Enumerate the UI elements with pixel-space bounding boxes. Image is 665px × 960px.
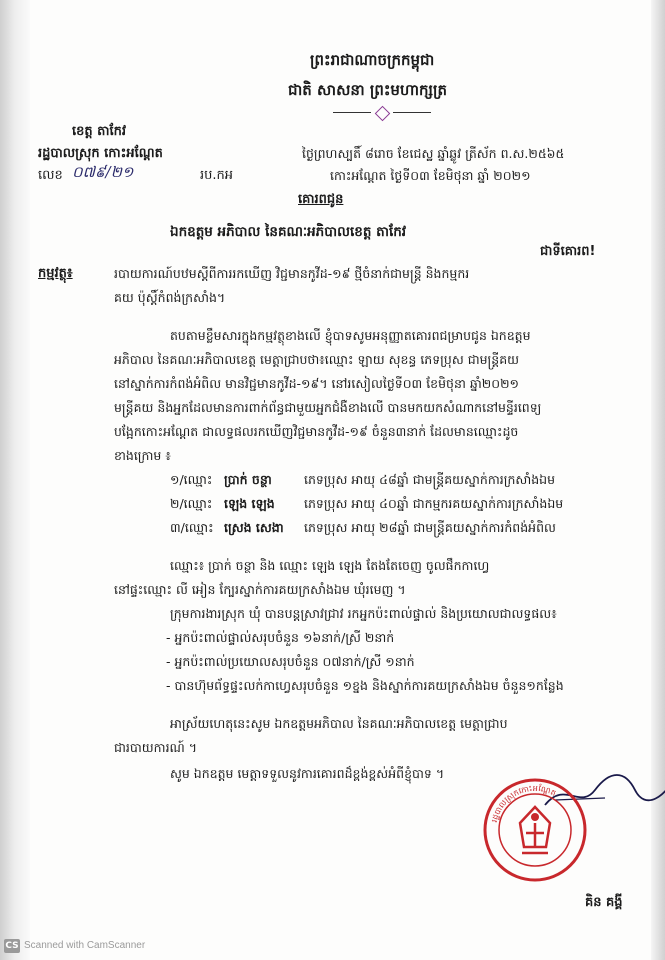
paragraph-1-line-2: អភិបាល នៃគណៈអភិបាលខេត្ត មេត្តាជ្រាបថា៖ឈ្មោះ ឡាយ សុខន្ធ ភេទប្រុស ជាមន្ត្រីគយ	[114, 352, 520, 367]
paragraph-1-line-4: មន្ត្រីគយ និងអ្នកដែលមានការពាក់ព័ន្ធជាមួយអ្នកជំងឺខាងលើ បានមកយកសំណាកនៅមន្ទីរពេទ្យ	[114, 400, 542, 415]
reference-number-handwritten: ០៧៩/២១	[72, 163, 134, 181]
list-item-number: ១/ឈ្មោះ	[170, 472, 213, 487]
ornament-divider-icon	[333, 108, 433, 118]
list-item-detail: ភេទប្រុស អាយុ ៤៨ឆ្នាំ ជាមន្ត្រីគយស្នាក់ការក្រសាំងឯម	[304, 472, 556, 487]
svg-text:រដ្ឋបាលស្រុកកោះអណ្តែត	[490, 783, 558, 823]
signer-name: គិន គង្គី	[585, 895, 623, 910]
camscanner-logo-icon: CS	[5, 941, 19, 951]
paragraph-3: ក្រុមការងារស្រុក ឃុំ បានបន្តស្រាវជ្រាវ រកអ្នកប៉ះពាល់ផ្ទាល់ និងប្រយោលជាលទ្ធផល៖	[170, 606, 557, 621]
paragraph-2-line-1: ឈ្មោះ៖ ប្រាក់ ចន្ថា និង ឈ្មោះ ឡេង ឡេង តែងតែចេញ ចូលផឹកកាហ្វេ	[170, 558, 490, 573]
reference-suffix: រប.កអ	[200, 168, 234, 183]
national-motto: ជាតិ សាសនា ព្រះមហាក្សត្រ	[288, 81, 447, 99]
list-item-number: ៣/ឈ្មោះ	[170, 520, 214, 535]
list-item-detail: ភេទប្រុស អាយុ ៤០ឆ្នាំ ជាកម្មករគយស្នាក់ការក្រសាំងឯម	[304, 496, 564, 511]
paragraph-4-line-1: អាស្រ័យហេតុនេះសូម ឯកឧត្តមអភិបាល នៃគណៈអភិបាលខេត្ត មេត្តាជ្រាប	[170, 716, 508, 731]
paragraph-1-line-1: តបតាមខ្លឹមសារក្នុងកម្មវត្ថុខាងលើ ខ្ញុំបាទសូមអនុញ្ញាតគោរពជម្រាបជូន ឯកឧត្តម	[170, 328, 531, 343]
result-item-1: - អ្នកប៉ះពាល់ផ្ទាល់សរុបចំនួន ១៦នាក់/ស្រី ២នាក់	[166, 630, 395, 645]
subject-line-2: គយ ប៉ុស្តិ៍កំពង់ក្រសាំង។	[114, 290, 226, 305]
solar-date: កោះអណ្តែត ថ្ងៃទី០៣ ខែមិថុនា ឆ្នាំ ២០២១	[330, 168, 531, 183]
respect-heading: គោរពជូន	[298, 192, 344, 207]
list-item-detail: ភេទប្រុស អាយុ ២៨ឆ្នាំ ជាមន្ត្រីគយស្នាក់ការកំពង់អំពិល	[304, 520, 556, 535]
recipient-title: ឯកឧត្តម អភិបាល នៃគណៈអភិបាលខេត្ត តាកែវ	[170, 224, 407, 240]
list-item-number: ២/ឈ្មោះ	[170, 496, 213, 511]
subject-label: កម្មវត្ថុ៖	[38, 266, 73, 281]
subject-line-1: របាយការណ៍បឋមស្តីពីការរកឃើញ វិជ្ជមានកូវីដ-១៩ ថ្មីចំនាក់ជាមន្ត្រី និងកម្មករ	[114, 266, 470, 281]
closing-line: សូម ឯកឧត្តម មេត្តាទទួលនូវការគោរពដ៏ខ្ពង់ខ្ពស់អំពីខ្ញុំបាទ ។	[170, 766, 445, 781]
document-page	[30, 0, 651, 960]
kingdom-title: ព្រះរាជាណាចក្រកម្ពុជា	[310, 51, 435, 69]
stamp-text: រដ្ឋបាលស្រុកកោះអណ្តែត	[489, 783, 558, 824]
sender-district: រដ្ឋបាលស្រុក កោះអណ្តែត	[38, 146, 163, 161]
scanner-watermark: Scanned with CamScanner	[24, 940, 146, 951]
lunar-date: ថ្ងៃព្រហស្បតិ៍ ៨រោច ខែជេស្ឋ ឆ្នាំឆ្លូវ ត្រីស័ក ព.ស.២៥៦៥	[302, 146, 565, 161]
list-item-name: ឡេង ឡេង	[224, 496, 275, 511]
sender-province: ខេត្ត តាកែវ	[72, 124, 127, 139]
official-stamp-icon	[480, 775, 590, 885]
result-item-2: - អ្នកប៉ះពាល់ប្រយោលសរុបចំនួន ០៧នាក់/ស្រី ១នាក់	[166, 654, 415, 669]
paragraph-4-line-2: ជារបាយការណ៍ ។	[114, 740, 198, 755]
paragraph-1-line-6: ខាងក្រោម ៖	[114, 448, 171, 463]
reference-prefix: លេខ	[38, 168, 63, 183]
result-item-3: - បានហ៊ុមព័ទ្ធផ្ទះលក់កាហ្វេសរុបចំនួន ១ខ្នង និងស្នាក់ការគយក្រសាំងឯម ចំនួន១កន្លែង	[166, 678, 564, 693]
paragraph-1-line-5: បង្អែកកោះអណ្តែត ជាលទ្ធផលរកឃើញវិជ្ជមានកូវីដ-១៩ ចំនួន៣នាក់ ដែលមានឈ្មោះដូច	[114, 424, 519, 439]
list-item-name: ប្រាក់ ចន្ថា	[224, 472, 272, 487]
scan-edge-left	[0, 0, 30, 960]
list-item-name: ស្រេង សេងា	[224, 520, 284, 535]
paragraph-1-line-3: នៅស្នាក់ការកំពង់អំពិល មានវិជ្ជមានកូវីដ-១៩។ នៅរសៀលថ្ងៃទី០៣ ខែមិថុនា ឆ្នាំ២០២១	[114, 376, 519, 391]
paragraph-2-line-2: នៅផ្ទះឈ្មោះ លី អៀន ក្បែរស្នាក់ការគយក្រសាំងឯម ឃុំរមេញ ។	[114, 582, 406, 597]
honorific: ជាទីគោរព!	[540, 244, 596, 259]
